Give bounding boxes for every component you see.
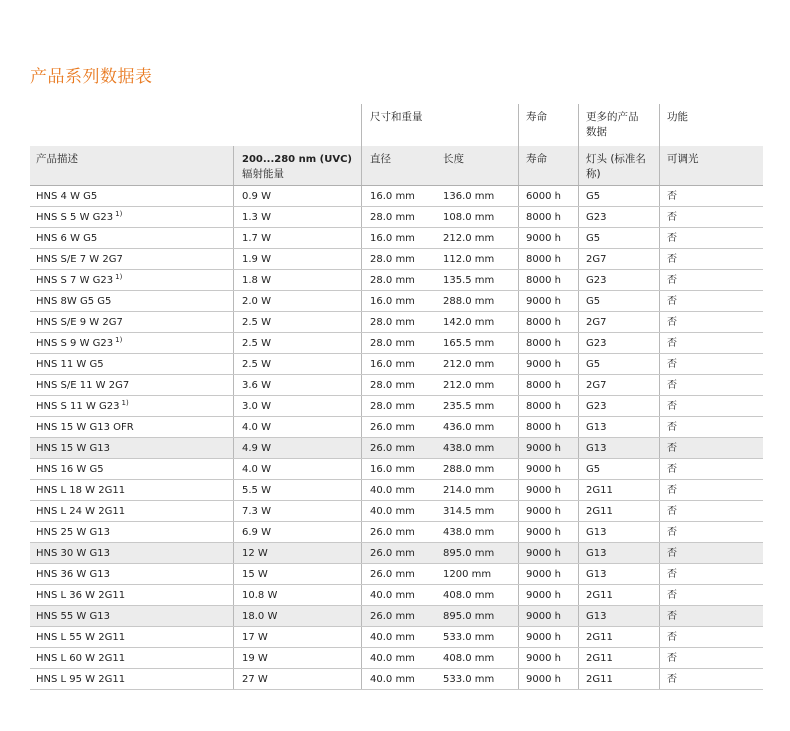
cell-diameter: 16.0 mm [370, 296, 415, 307]
cell-length: 112.0 mm [443, 254, 495, 265]
cell-uvc-power: 27 W [242, 674, 268, 685]
cell-uvc-power: 15 W [242, 569, 268, 580]
cell-dimmable: 否 [667, 380, 677, 391]
cell-length: 212.0 mm [443, 380, 495, 391]
cell-base: G5 [586, 296, 601, 307]
cell-diameter: 28.0 mm [370, 338, 415, 349]
cell-length: 235.5 mm [443, 401, 495, 412]
table-row [30, 249, 763, 270]
table-row [30, 669, 763, 690]
header-more-data-2: 数据 [586, 126, 607, 138]
table-row [30, 228, 763, 249]
cell-dimmable: 否 [667, 212, 677, 223]
cell-diameter: 28.0 mm [370, 254, 415, 265]
header-product: 产品描述 [36, 153, 78, 165]
cell-uvc-power: 2.0 W [242, 296, 271, 307]
cell-length: 314.5 mm [443, 506, 495, 517]
table-row [30, 438, 763, 459]
footnote-marker: 1) [115, 336, 123, 344]
footnote-marker: 1) [115, 210, 123, 218]
cell-base: G23 [586, 401, 607, 412]
cell-dimmable: 否 [667, 464, 677, 475]
cell-diameter: 16.0 mm [370, 464, 415, 475]
cell-product: HNS S 7 W G23 $^{1)}$ [36, 273, 123, 286]
cell-dimmable: 否 [667, 653, 677, 664]
cell-product: HNS L 55 W 2G11 [36, 632, 126, 643]
cell-base: 2G11 [586, 674, 613, 685]
cell-dimmable: 否 [667, 254, 677, 265]
header-function: 功能 [667, 111, 688, 123]
table-row [30, 417, 763, 438]
cell-uvc-power: 3.6 W [242, 380, 271, 391]
table-row [30, 543, 763, 564]
cell-base: G13 [586, 527, 607, 538]
table-row [30, 459, 763, 480]
cell-length: 108.0 mm [443, 212, 495, 223]
cell-uvc-power: 7.3 W [242, 506, 271, 517]
cell-dimmable: 否 [667, 569, 677, 580]
cell-diameter: 26.0 mm [370, 527, 415, 538]
cell-life: 8000 h [526, 254, 561, 265]
cell-dimmable: 否 [667, 422, 677, 433]
cell-life: 8000 h [526, 338, 561, 349]
cell-product: HNS S/E 11 W 2G7 [36, 380, 130, 391]
cell-diameter: 28.0 mm [370, 212, 415, 223]
cell-dimmable: 否 [667, 632, 677, 643]
cell-uvc-power: 18.0 W [242, 611, 278, 622]
header-base-1: 灯头 (标准名 [586, 153, 646, 165]
cell-product: HNS 8W G5 G5 [36, 296, 112, 307]
cell-base: 2G11 [586, 506, 613, 517]
page-title: 产品系列数据表 [30, 67, 153, 87]
cell-diameter: 28.0 mm [370, 275, 415, 286]
cell-diameter: 28.0 mm [370, 380, 415, 391]
cell-dimmable: 否 [667, 296, 677, 307]
cell-life: 9000 h [526, 443, 561, 454]
cell-diameter: 16.0 mm [370, 233, 415, 244]
cell-uvc-power: 5.5 W [242, 485, 271, 496]
cell-uvc-power: 10.8 W [242, 590, 278, 601]
cell-base: 2G11 [586, 653, 613, 664]
cell-dimmable: 否 [667, 359, 677, 370]
cell-length: 288.0 mm [443, 464, 495, 475]
cell-uvc-power: 4.0 W [242, 422, 271, 433]
cell-life: 8000 h [526, 401, 561, 412]
cell-diameter: 28.0 mm [370, 401, 415, 412]
cell-life: 9000 h [526, 527, 561, 538]
cell-dimmable: 否 [667, 275, 677, 286]
cell-uvc-power: 2.5 W [242, 338, 271, 349]
cell-length: 895.0 mm [443, 611, 495, 622]
table-row [30, 501, 763, 522]
cell-life: 9000 h [526, 569, 561, 580]
cell-product: HNS S 5 W G23 $^{1)}$ [36, 210, 123, 223]
cell-product: HNS 15 W G13 OFR [36, 422, 134, 433]
cell-diameter: 28.0 mm [370, 317, 415, 328]
cell-diameter: 26.0 mm [370, 611, 415, 622]
cell-dimmable: 否 [667, 317, 677, 328]
cell-length: 165.5 mm [443, 338, 495, 349]
cell-diameter: 26.0 mm [370, 422, 415, 433]
cell-product: HNS L 18 W 2G11 [36, 485, 126, 496]
header-dimmable: 可调光 [667, 153, 699, 165]
cell-base: 2G7 [586, 380, 607, 391]
cell-product: HNS L 24 W 2G11 [36, 506, 126, 517]
cell-dimmable: 否 [667, 401, 677, 412]
cell-diameter: 16.0 mm [370, 191, 415, 202]
cell-base: G5 [586, 359, 601, 370]
cell-length: 408.0 mm [443, 653, 495, 664]
cell-length: 214.0 mm [443, 485, 495, 496]
cell-dimmable: 否 [667, 527, 677, 538]
table-row [30, 354, 763, 375]
cell-life: 9000 h [526, 359, 561, 370]
cell-uvc-power: 1.7 W [242, 233, 271, 244]
cell-life: 9000 h [526, 548, 561, 559]
cell-life: 9000 h [526, 485, 561, 496]
cell-uvc-power: 1.9 W [242, 254, 271, 265]
cell-base: 2G7 [586, 254, 607, 265]
cell-base: G13 [586, 422, 607, 433]
cell-product: HNS L 36 W 2G11 [36, 590, 126, 601]
cell-life: 9000 h [526, 590, 561, 601]
cell-length: 895.0 mm [443, 548, 495, 559]
cell-dimmable: 否 [667, 233, 677, 244]
cell-life: 8000 h [526, 380, 561, 391]
header-uvc-1: 200...280 nm (UVC) [242, 154, 352, 165]
table-row [30, 312, 763, 333]
cell-dimmable: 否 [667, 506, 677, 517]
cell-uvc-power: 19 W [242, 653, 268, 664]
cell-life: 9000 h [526, 632, 561, 643]
table-row [30, 207, 763, 228]
cell-length: 212.0 mm [443, 359, 495, 370]
cell-product: HNS 6 W G5 [36, 233, 98, 244]
table-row [30, 585, 763, 606]
cell-life: 8000 h [526, 422, 561, 433]
cell-life: 9000 h [526, 233, 561, 244]
header-uvc-2: 辐射能量 [242, 168, 284, 180]
cell-base: G23 [586, 212, 607, 223]
cell-product: HNS S/E 9 W 2G7 [36, 317, 123, 328]
cell-life: 9000 h [526, 296, 561, 307]
cell-diameter: 40.0 mm [370, 653, 415, 664]
cell-length: 533.0 mm [443, 632, 495, 643]
cell-uvc-power: 1.8 W [242, 275, 271, 286]
table-header-group-row [30, 104, 763, 146]
cell-product: HNS L 95 W 2G11 [36, 674, 126, 685]
footnote-marker: 1) [121, 399, 129, 407]
table-header-row [30, 146, 763, 186]
footnote-marker: 1) [115, 273, 123, 281]
cell-length: 533.0 mm [443, 674, 495, 685]
cell-base: 2G11 [586, 590, 613, 601]
cell-dimmable: 否 [667, 590, 677, 601]
cell-base: G5 [586, 464, 601, 475]
cell-base: G5 [586, 233, 601, 244]
cell-length: 136.0 mm [443, 191, 495, 202]
cell-length: 408.0 mm [443, 590, 495, 601]
cell-base: G5 [586, 191, 601, 202]
cell-diameter: 40.0 mm [370, 506, 415, 517]
cell-life: 9000 h [526, 506, 561, 517]
header-more-data-1: 更多的产品 [586, 111, 639, 123]
cell-dimmable: 否 [667, 611, 677, 622]
cell-product: HNS 36 W G13 [36, 569, 110, 580]
cell-life: 9000 h [526, 653, 561, 664]
cell-product: HNS 30 W G13 [36, 548, 110, 559]
cell-product: HNS L 60 W 2G11 [36, 653, 126, 664]
cell-length: 288.0 mm [443, 296, 495, 307]
cell-base: G13 [586, 611, 607, 622]
cell-uvc-power: 2.5 W [242, 317, 271, 328]
cell-base: 2G11 [586, 485, 613, 496]
cell-life: 9000 h [526, 464, 561, 475]
cell-length: 1200 mm [443, 569, 492, 580]
header-length: 长度 [443, 153, 464, 165]
cell-dimmable: 否 [667, 548, 677, 559]
table-row [30, 396, 763, 417]
cell-product: HNS S/E 7 W 2G7 [36, 254, 123, 265]
cell-life: 9000 h [526, 611, 561, 622]
cell-length: 142.0 mm [443, 317, 495, 328]
cell-dimmable: 否 [667, 191, 677, 202]
cell-life: 8000 h [526, 317, 561, 328]
cell-uvc-power: 1.3 W [242, 212, 271, 223]
cell-diameter: 40.0 mm [370, 590, 415, 601]
cell-uvc-power: 4.0 W [242, 464, 271, 475]
table-row [30, 270, 763, 291]
cell-uvc-power: 12 W [242, 548, 268, 559]
cell-product: HNS 16 W G5 [36, 464, 104, 475]
cell-product: HNS 15 W G13 [36, 443, 110, 454]
cell-uvc-power: 17 W [242, 632, 268, 643]
header-life-group: 寿命 [526, 111, 547, 123]
cell-diameter: 16.0 mm [370, 359, 415, 370]
cell-base: 2G11 [586, 632, 613, 643]
cell-base: G13 [586, 569, 607, 580]
table-row [30, 606, 763, 627]
table-row [30, 333, 763, 354]
header-base-2: 称) [586, 168, 601, 180]
cell-product: HNS 55 W G13 [36, 611, 110, 622]
cell-diameter: 40.0 mm [370, 632, 415, 643]
cell-diameter: 26.0 mm [370, 569, 415, 580]
cell-product: HNS 11 W G5 [36, 359, 104, 370]
header-diameter: 直径 [370, 153, 391, 165]
cell-dimmable: 否 [667, 485, 677, 496]
cell-length: 212.0 mm [443, 233, 495, 244]
cell-base: G13 [586, 548, 607, 559]
cell-uvc-power: 0.9 W [242, 191, 271, 202]
cell-length: 438.0 mm [443, 527, 495, 538]
cell-dimmable: 否 [667, 338, 677, 349]
cell-life: 8000 h [526, 275, 561, 286]
table-row [30, 291, 763, 312]
cell-dimmable: 否 [667, 443, 677, 454]
table-row [30, 522, 763, 543]
cell-base: G23 [586, 275, 607, 286]
cell-product: HNS 4 W G5 [36, 191, 98, 202]
product-data-table [30, 104, 763, 690]
cell-length: 135.5 mm [443, 275, 495, 286]
cell-product: HNS S 9 W G23 $^{1)}$ [36, 336, 123, 349]
cell-uvc-power: 3.0 W [242, 401, 271, 412]
cell-length: 436.0 mm [443, 422, 495, 433]
cell-diameter: 40.0 mm [370, 485, 415, 496]
cell-base: G13 [586, 443, 607, 454]
table-body [30, 186, 763, 690]
table-row [30, 564, 763, 585]
cell-diameter: 40.0 mm [370, 674, 415, 685]
table-row [30, 480, 763, 501]
cell-uvc-power: 2.5 W [242, 359, 271, 370]
table-row [30, 627, 763, 648]
header-life: 寿命 [526, 153, 547, 165]
cell-dimmable: 否 [667, 674, 677, 685]
cell-base: 2G7 [586, 317, 607, 328]
cell-product: HNS S 11 W G23 $^{1)}$ [36, 399, 129, 412]
cell-uvc-power: 4.9 W [242, 443, 271, 454]
cell-life: 9000 h [526, 674, 561, 685]
cell-life: 8000 h [526, 212, 561, 223]
cell-life: 6000 h [526, 191, 561, 202]
cell-uvc-power: 6.9 W [242, 527, 271, 538]
cell-base: G23 [586, 338, 607, 349]
header-size-weight: 尺寸和重量 [370, 111, 423, 123]
cell-product: HNS 25 W G13 [36, 527, 110, 538]
table-row [30, 375, 763, 396]
table-row [30, 186, 763, 207]
cell-diameter: 26.0 mm [370, 548, 415, 559]
table-row [30, 648, 763, 669]
cell-length: 438.0 mm [443, 443, 495, 454]
cell-diameter: 26.0 mm [370, 443, 415, 454]
